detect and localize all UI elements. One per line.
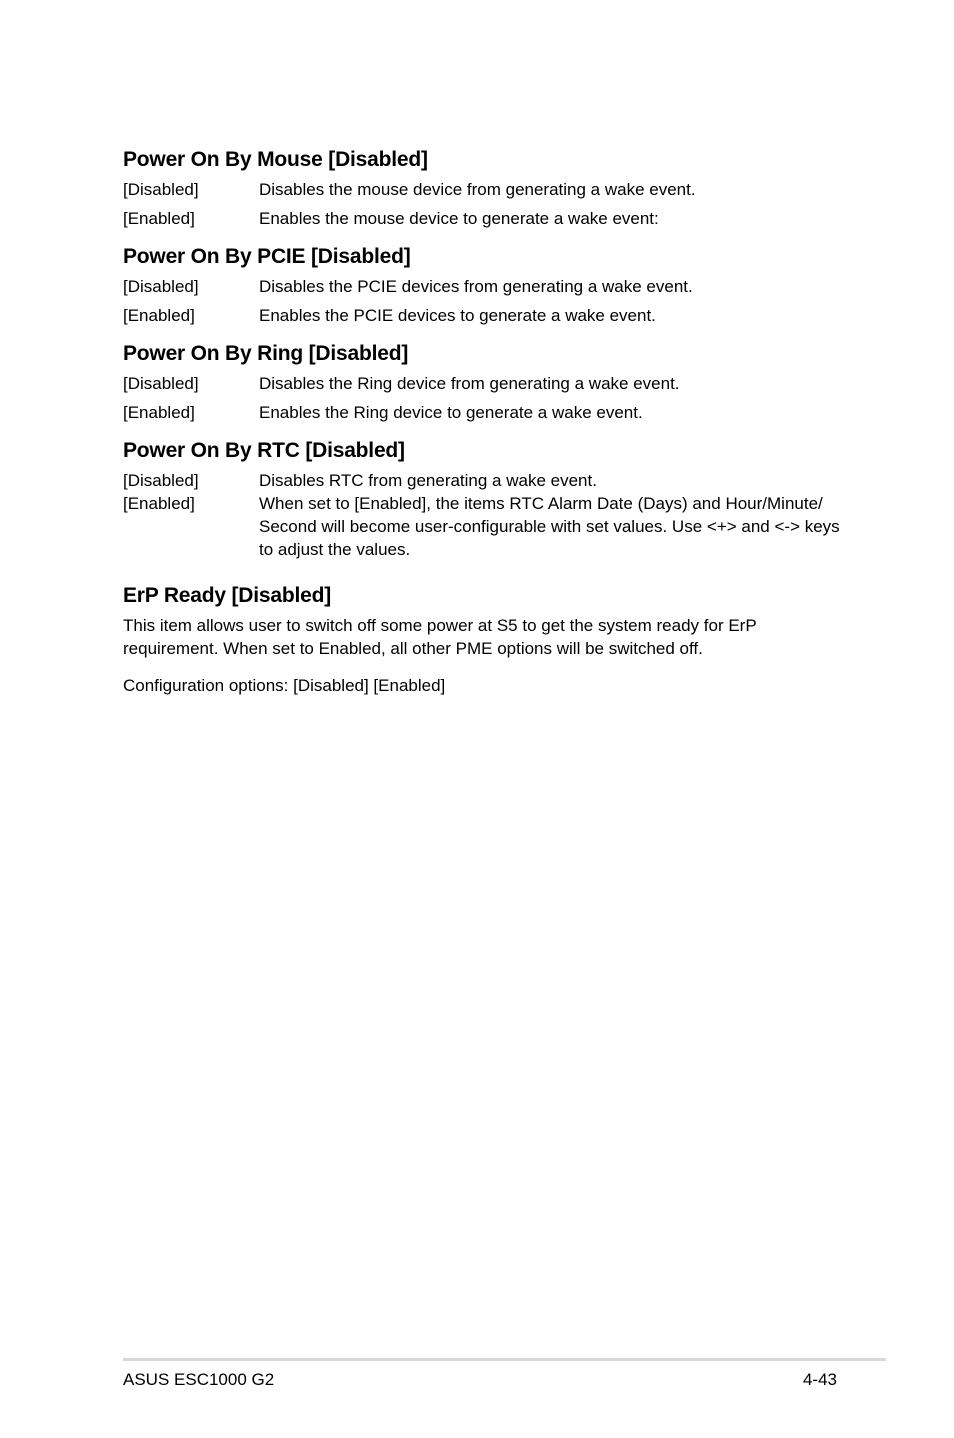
option-row — [123, 304, 843, 327]
option-description: Disables the Ring device from generating a wake event. — [259, 374, 680, 393]
option-key: [Disabled] — [123, 374, 199, 393]
description-paragraph: This item allows user to switch off some power at S5 to get the system ready for ErP requirement. When set to Enabled, all other PME options will be switched off. — [123, 616, 757, 658]
section-power-on-by-rtc — [123, 436, 843, 561]
footer-product-name: ASUS ESC1000 G2 — [123, 1370, 275, 1389]
option-row — [123, 469, 843, 492]
section-title: Power On By RTC [Disabled] — [123, 439, 405, 462]
option-row — [123, 401, 843, 424]
option-description: Enables the Ring device to generate a wake event. — [259, 403, 643, 422]
section-title: Power On By Ring [Disabled] — [123, 342, 409, 365]
section-erp-ready — [123, 581, 843, 697]
option-description: When set to [Enabled], the items RTC Alarm Date (Days) and Hour/Minute/ Second will become user-configurable with set values. Use <+> and <-> keys to adjust the values. — [259, 494, 840, 559]
option-key: [Enabled] — [123, 403, 195, 422]
option-key: [Disabled] — [123, 277, 199, 296]
configuration-options: Configuration options: [Disabled] [Enabled] — [123, 676, 446, 695]
option-row — [123, 492, 843, 561]
option-description: Disables RTC from generating a wake event. — [259, 471, 597, 490]
option-row — [123, 275, 843, 298]
option-key: [Enabled] — [123, 306, 195, 325]
option-description: Enables the PCIE devices to generate a wake event. — [259, 306, 656, 325]
section-title: Power On By Mouse [Disabled] — [123, 148, 428, 171]
option-row — [123, 372, 843, 395]
option-key: [Disabled] — [123, 180, 199, 199]
section-title: Power On By PCIE [Disabled] — [123, 245, 411, 268]
option-row — [123, 178, 843, 201]
option-row — [123, 207, 843, 230]
footer-page-number: 4-43 — [802, 1370, 837, 1389]
option-key: [Enabled] — [123, 494, 195, 513]
option-description: Enables the mouse device to generate a wake event: — [259, 209, 659, 228]
section-power-on-by-mouse — [123, 145, 843, 230]
option-key: [Enabled] — [123, 209, 195, 228]
manual-content — [123, 145, 843, 711]
option-description: Disables the mouse device from generating a wake event. — [259, 180, 696, 199]
section-power-on-by-pcie — [123, 242, 843, 327]
option-description: Disables the PCIE devices from generating a wake event. — [259, 277, 693, 296]
footer-divider — [123, 1358, 886, 1361]
option-key: [Disabled] — [123, 471, 199, 490]
section-power-on-by-ring — [123, 339, 843, 424]
section-title: ErP Ready [Disabled] — [123, 584, 332, 607]
